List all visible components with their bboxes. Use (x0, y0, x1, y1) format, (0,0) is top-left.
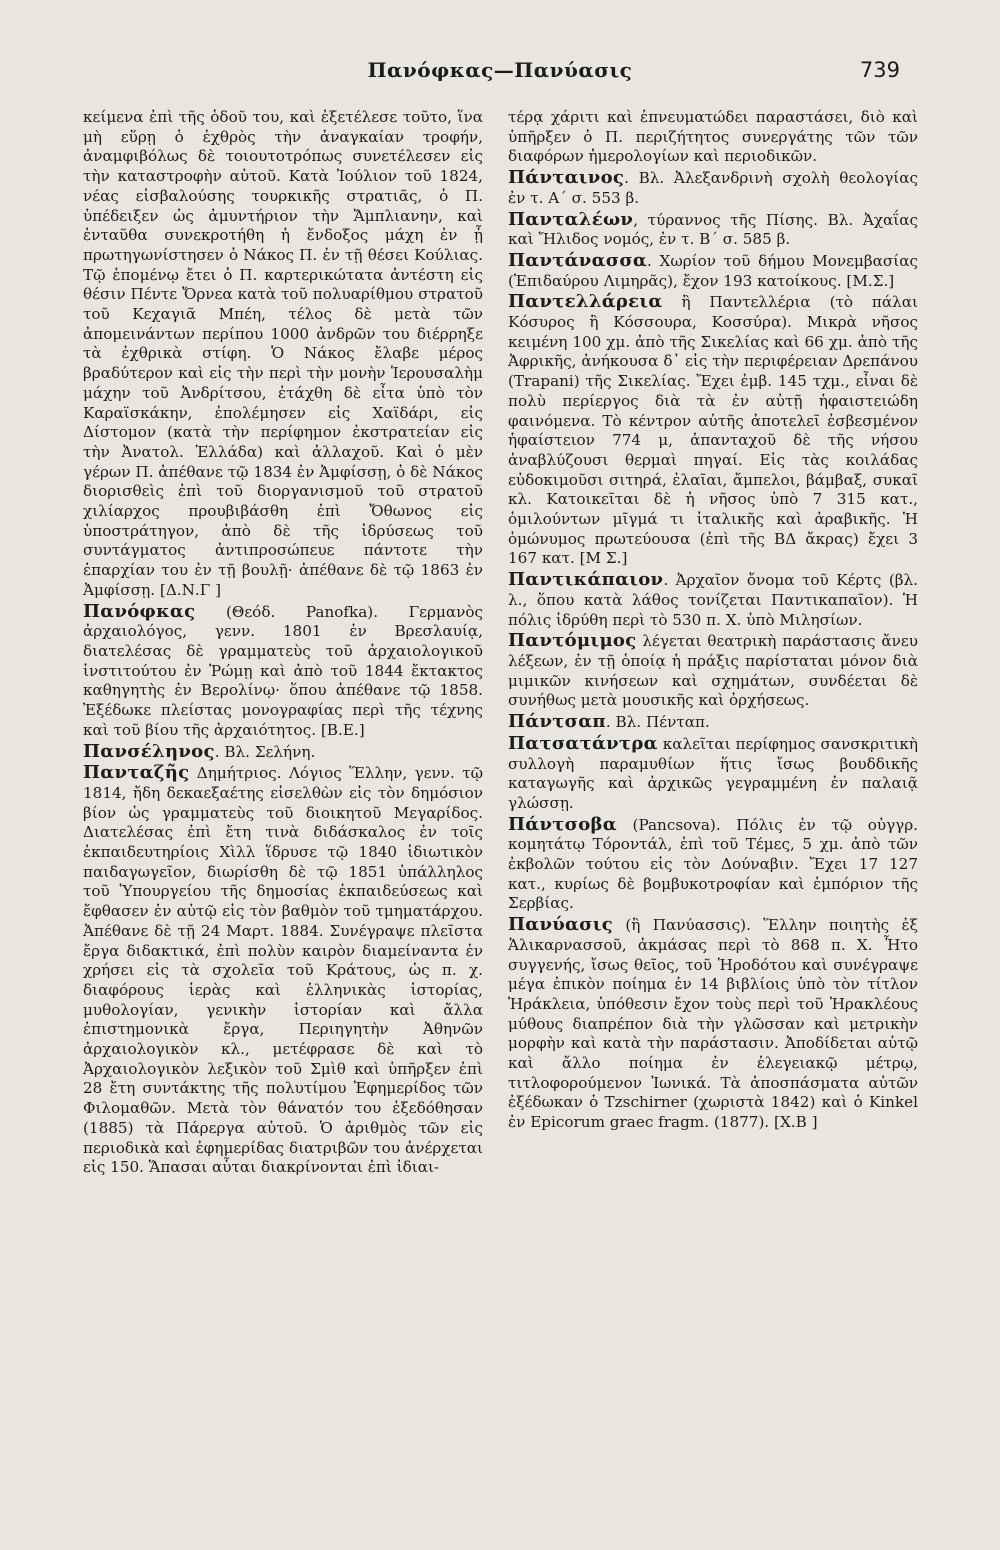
entry-headword: Πάνταινος (508, 167, 625, 189)
entry-pantikapaion (508, 570, 918, 630)
entry-text: , τύραννος τῆς Πίσης. Βλ. Ἀχαΐας καὶ Ἤλιδος νομός, ἐν τ. Β΄ σ. 585 β. (508, 210, 918, 249)
entry-headword: Πάντσαπ (508, 711, 606, 733)
entry-headword: Πανταζῆς (83, 762, 190, 784)
page-number: 739 (859, 58, 900, 82)
continuation-text: κείμενα ἐπὶ τῆς ὁδοῦ του, καὶ ἐξετέλεσε τοῦτο, ἵνα μὴ εὕρῃ ὁ ἐχθρὸς τὴν ἀναγκαίαν τροφήν, ἀναμφιβόλως δὲ τοιουτοτρόπως συνετέλεσεν εἰς τὴν καταστροφὴν αὐτοῦ. Κατὰ Ἰούλιον τοῦ 1824, νέας εἰσβαλούσης τουρκικῆς στρατιᾶς, ὁ Π. ὑπέδειξεν ὡς ἀμυντήριον τὴν Ἄμπλιανην, καὶ ἐνταῦθα συνεκροτήθη ἡ ἔνδοξος μάχη ἐν ᾗ πρωτηγωνίστησεν ὁ Νάκος Π. ἐν τῇ θέσει Κούλιας. Τῷ ἑπομένῳ ἔτει ὁ Π. καρτερικώτατα ἀντέστη εἰς θέσιν Πέντε Ὄρνεα κατὰ τοῦ πολυαρίθμου στρατοῦ τοῦ Κεχαγιᾶ Μπέη, τέλος δὲ μετὰ τῶν ἀπομεινάντων περίπου 1000 ἀνδρῶν του διέρρηξε τὰ ἐχθρικὰ στίφη. Ὁ Νάκος ἔλαβε μέρος βραδύτερον καὶ εἰς τὴν περὶ τὴν μονὴν Ἱερουσαλὴμ μάχην τοῦ Ἀνδρίτσου, ἐτάχθη δὲ εἶτα ὑπὸ τὸν Καραϊσκάκην, ἐπολέμησεν εἰς Χαϊδάρι, εἰς Δίστομον (κατὰ τὴν περίφημον ἐκστρατείαν εἰς τὴν Ἀνατολ. Ἑλλάδα) καὶ ἀλλαχοῦ. Καὶ ὁ μὲν γέρων Π. ἀπέθανε τῷ 1834 ἐν Ἀμφίσσῃ, ὁ δὲ Νάκος διορισθεὶς ἐπὶ τοῦ διοργανισμοῦ τοῦ στρατοῦ χιλίαρχος προυβιβάσθη ἐπὶ Ὄθωνος εἰς ὑποστράτηγον, ἀπὸ δὲ τῆς ἱδρύσεως τοῦ συντάγματος ἀντιπροσώπευε πάντοτε τὴν ἐπαρχίαν του ἐν τῇ βουλῇ· ἀπέθανε δὲ τῷ 1863 ἐν Ἀμφίσσῃ. [Δ.Ν.Γ ] (83, 108, 483, 599)
entry-text: . Βλ. Σελήνη. (214, 742, 316, 761)
entry-pantsova (508, 815, 918, 915)
entry-text: (ἢ Πανύασσις). Ἕλλην ποιητὴς ἐξ Ἁλικαρνασσοῦ, ἀκμάσας περὶ τὸ 868 π. Χ. Ἦτο συγγενής, ἴσως θεῖος, τοῦ Ἡροδότου καὶ συνέγραψε μέγα ἐπικὸν ποίημα ἐν 14 βιβλίοις ὑπὸ τὸν τίτλον Ἡράκλεια, ὑπόθεσιν ἔχον τοὺς περὶ τοῦ Ἡρακλέους μύθους διαπρέπον διὰ τὴν γλῶσσαν καὶ μετρικὴν μορφὴν καὶ κατὰ τὴν παράστασιν. Ἀποδίδεται αὐτῷ καὶ ἄλλο ποίημα ἐν ἐλεγειακῷ μέτρῳ, τιτλοφορούμενον Ἰωνικά. Τὰ ἀποσπάσματα αὐτῶν ἐξέδωκαν ὁ Tzschirner (χωριστὰ 1842) καὶ ὁ Kinkel ἐν Epicorum graec fragm. (1877). [Χ.Β ] (508, 916, 918, 1132)
entry-text: . Βλ. Ἀλεξανδρινὴ σχολὴ θεολογίας ἐν τ. Α΄ σ. 553 β. (508, 169, 918, 207)
entry-pantazis (83, 763, 483, 1178)
entry-headword: Παντόμιμος (508, 630, 637, 652)
entry-headword: Παντάνασσα (508, 249, 648, 271)
entry-headword: Πατσατάντρα (508, 732, 658, 754)
entry-pantellaria (508, 292, 918, 569)
running-head: Πανόφκας—Πανύασις (367, 58, 633, 82)
entry-patsatantra (508, 734, 918, 814)
entry-panofkas (83, 602, 483, 741)
entry-text: (Pancsova). Πόλις ἐν τῷ οὐγγρ. κομητάτῳ Τόροντάλ, ἐπὶ τοῦ Τέμες, 5 χμ. ἀπὸ τῶν ἐκβολῶν τούτου εἰς τὸν Δούναβιν. Ἔχει 17 127 κατ., κυρίως δὲ βομβυκοτροφίαν καὶ ἐμπόριον τῆς Σερβίας. (508, 815, 918, 913)
entry-text: . Χωρίον τοῦ δήμου Μονεμβασίας (Ἐπιδαύρου Λιμηρᾶς), ἔχον 193 κατοίκους. [Μ.Σ.] (508, 251, 918, 290)
entry-text: (Θεόδ. Panofka). Γερμανὸς ἀρχαιολόγος, γενν. 1801 ἐν Βρεσλαυίᾳ, διατελέσας δὲ γραμματεὺς τοῦ ἀρχαιολογικοῦ ἰνστιτούτου ἐν Ῥώμῃ καὶ ἀπὸ τοῦ 1844 ἔκτακτος καθηγητὴς ἐν Βερολίνῳ· ὅπου ἀπέθανε τῷ 1858. Ἐξέδωκε πλείστας μονογραφίας περὶ τῆς τέχνης καὶ τοῦ βίου τῆς ἀρχαιότητος. [Β.Ε.] (83, 602, 483, 739)
entry-text: . Ἀρχαῖον ὄνομα τοῦ Κέρτς (βλ. λ., ὅπου κατὰ λάθος τονίζεται Παντικαπαῖον). Ἡ πόλις ἱδρύθη περὶ τὸ 530 π. Χ. ὑπὸ Μιλησίων. (508, 571, 918, 629)
entry-headword: Παντικάπαιον (508, 569, 664, 591)
entry-headword: Παντελλάρεια (508, 291, 663, 313)
entry-text: λέγεται θεατρικὴ παράστασις ἄνευ λέξεων, ἐν τῇ ὁποίᾳ ἡ πράξις παρίσταται μόνον διὰ μιμικῶν κινήσεων καὶ σχημάτων, συνδέεται δὲ συνήθως μετὰ μουσικῆς καὶ ὀρχήσεως. (508, 632, 918, 710)
entry-text: . Βλ. Πένταπ. (605, 713, 710, 732)
entry-pantainos (508, 168, 918, 208)
entry-pantanassa (508, 251, 918, 291)
entry-headword: Πανύασις (508, 914, 614, 936)
right-column (508, 108, 918, 1134)
entry-headword: Πανόφκας (83, 600, 196, 622)
entry-pantaleon (508, 210, 918, 250)
entry-headword: Πάντσοβα (508, 813, 617, 835)
entry-panyasis (508, 915, 918, 1133)
entry-pantsap (508, 712, 918, 733)
entry-pantomimos (508, 631, 918, 711)
entry-headword: Πανταλέων (508, 208, 634, 230)
entry-panselinos (83, 742, 483, 763)
entry-text: καλεῖται περίφημος σανσκριτικὴ συλλογὴ παραμυθίων ἥτις ἴσως βουδδικῆς καταγωγῆς καὶ ἀρχικῶς γεγραμμένη ἐν παλαιᾷ γλώσσῃ. (508, 734, 918, 812)
continuation-text: τέρᾳ χάριτι καὶ ἐπνευματώδει παραστάσει, διὸ καὶ ὑπῆρξεν ὁ Π. περιζήτητος συνεργάτης τῶν τῶν διαφόρων ἡμερολογίων καὶ περιοδικῶν. (508, 108, 918, 166)
entry-text: ἢ Παντελλέρια (τὸ πάλαι Κόσυρος ἢ Κόσσουρα, Κοσσύρα). Μικρὰ νῆσος κειμένη 100 χμ. ἀπὸ τῆς Σικελίας καὶ 66 χμ. ἀπὸ τῆς Ἀφρικῆς, ἀνήκουσα δ᾿ εἰς τὴν περιφέρειαν Δρεπάνου (Trapani) τῆς Σικελίας. Ἔχει ἐμβ. 145 τχμ., εἶναι δὲ πολὺ περίεργος διὰ τὰ ἐν αὐτῇ ἡφαιστειώδη φαινόμενα. Τὸ κέντρον αὐτῆς ἀποτελεῖ ἐσβεσμένον ἡφαίστειον 774 μ, ἁπανταχοῦ δὲ τῆς νήσου ἀναβλύζουσι θερμαὶ πηγαί. Εἰς τὰς κοιλάδας εὐδοκιμοῦσι σιτηρά, ἐλαῖαι, ἄμπελοι, βάμβαξ, συκαῖ κλ. Κατοικεῖται δὲ ἡ νῆσος ὑπὸ 7 315 κατ., ὁμιλούντων μῖγμά τι ἰταλικῆς καὶ ἀραβικῆς. Ἡ ὁμώνυμος πρωτεύουσα (ἐπὶ τῆς ΒΔ ἄκρας) ἔχει 3 167 κατ. [Μ Σ.] (508, 293, 918, 568)
left-column (83, 108, 483, 1179)
entry-headword: Πανσέληνος (83, 740, 215, 762)
entry-text: Δημήτριος. Λόγιος Ἕλλην, γενν. τῷ 1814, ἤδη δεκαεξαέτης εἰσελθὼν εἰς τὸν δημόσιον βίον ὡς γραμματεὺς τοῦ διοικητοῦ Μεγαρίδος. Διατελέσας ἐπὶ ἔτη τινὰ διδάσκαλος ἐν τοῖς ἐκπαιδευτηρίοις Χὶλλ ἵδρυσε τῷ 1840 ἰδιωτικὸν παιδαγωγεῖον, διωρίσθη δὲ τῷ 1851 ὑπάλληλος τοῦ Ὑπουργείου τῆς δημοσίας ἐκπαιδεύσεως καὶ ἔφθασεν ἐν αὐτῷ εἰς τὸν βαθμὸν τοῦ τμηματάρχου. Ἀπέθανε δὲ τῇ 24 Μαρτ. 1884. Συνέγραψε πλεῖστα ἔργα διδακτικά, ἐπὶ πολὺν καιρὸν διαμείναντα ἐν χρήσει εἰς τὰ σχολεῖα τοῦ Κράτους, ὡς π. χ. διαφόρους ἱερὰς καὶ ἑλληνικὰς ἱστορίας, μυθολογίαν, γενικὴν ἱστορίαν καὶ ἄλλα ἐπιστημονικὰ ἔργα, Περιηγητὴν Ἀθηνῶν ἀρχαιολογικὸν κλ., μετέφρασε δὲ καὶ τὸ Ἀρχαιολογικὸν λεξικὸν τοῦ Σμὶθ καὶ ὑπῆρξεν ἐπὶ 28 ἔτη συντάκτης τῆς πολυτίμου Ἐφημερίδος τῶν Φιλομαθῶν. Μετὰ τὸν θάνατόν του ἐξεδόθησαν (1885) τὰ Πάρεργα αὐτοῦ. Ὁ ἀριθμὸς τῶν εἰς περιοδικὰ καὶ ἐφημερίδας διατριβῶν του ἀνέρχεται εἰς 150. Ἅπασαι αὗται διακρίνονται ἐπὶ ἰδιαι- (83, 764, 483, 1177)
